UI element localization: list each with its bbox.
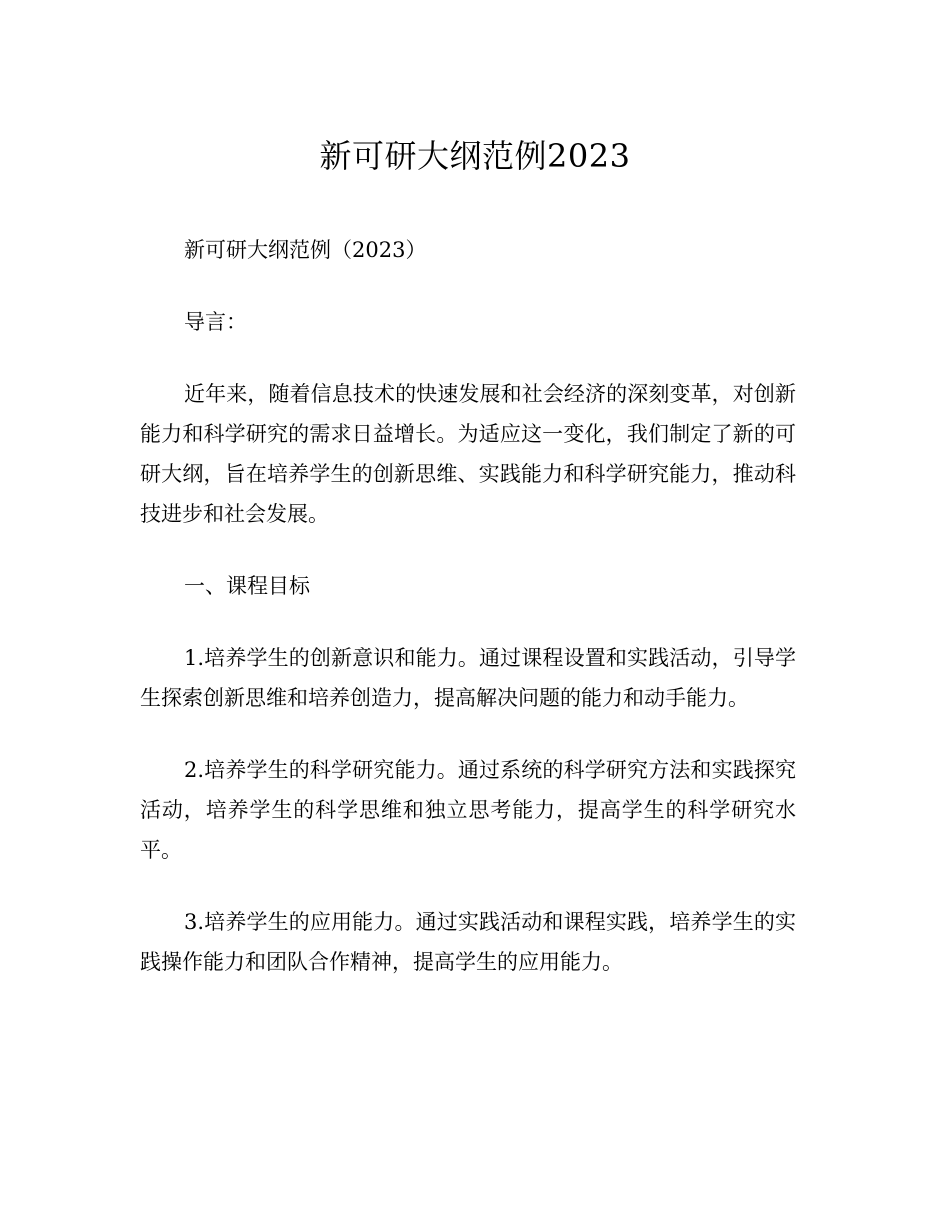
goal-item-1: 1.培养学生的创新意识和能力。通过课程设置和实践活动，引导学生探索创新思维和培养创造力，提高解决问题的能力和动手能力。: [140, 646, 796, 710]
goal-item-3: 3.培养学生的应用能力。通过实践活动和课程实践，培养学生的实践操作能力和团队合作精神，提高学生的应用能力。: [140, 910, 796, 974]
section-heading-course-goals: 一、课程目标: [184, 574, 310, 598]
document-title: 新可研大纲范例2023: [319, 137, 631, 175]
intro-heading: 导言：: [184, 310, 247, 334]
intro-paragraph: 近年来，随着信息技术的快速发展和社会经济的深刻变革，对创新能力和科学研究的需求日益增长。为适应这一变化，我们制定了新的可研大纲，旨在培养学生的创新思维、实践能力和科学研究能力，推动科技进步和社会发展。: [140, 382, 796, 526]
subtitle-paragraph: 新可研大纲范例（2023）: [184, 238, 427, 262]
document-body: [140, 230, 796, 1014]
goal-item-2: 2.培养学生的科学研究能力。通过系统的科学研究方法和实践探究活动，培养学生的科学思维和独立思考能力，提高学生的科学研究水平。: [140, 758, 796, 862]
